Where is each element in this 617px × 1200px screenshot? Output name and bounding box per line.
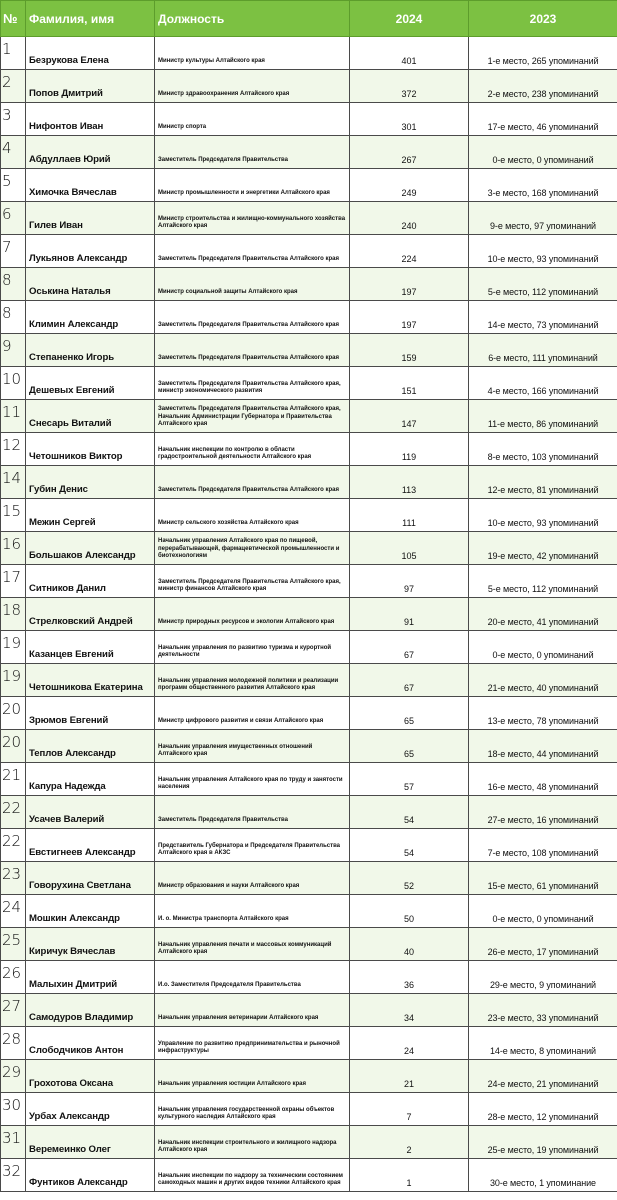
row-position: Начальник управления молодежной политики и реализации программ общественного развития Алтайского края	[155, 664, 350, 697]
row-rank-2023: 13-е место, 78 упоминаний	[469, 697, 617, 730]
row-number: 31	[1, 1126, 26, 1159]
row-mentions-2024: 24	[350, 1027, 469, 1060]
row-rank-2023: 23-е место, 33 упоминаний	[469, 994, 617, 1027]
table-row	[1, 37, 617, 70]
row-mentions-2024: 67	[350, 631, 469, 664]
row-rank-2023: 18-е место, 44 упоминаний	[469, 730, 617, 763]
row-mentions-2024: 1	[350, 1159, 469, 1192]
row-mentions-2024: 54	[350, 796, 469, 829]
row-number: 30	[1, 1093, 26, 1126]
table-row	[1, 499, 617, 532]
row-mentions-2024: 21	[350, 1060, 469, 1093]
row-rank-2023: 0-е место, 0 упоминаний	[469, 631, 617, 664]
table-row	[1, 1126, 617, 1159]
row-rank-2023: 29-е место, 9 упоминаний	[469, 961, 617, 994]
row-number: 22	[1, 829, 26, 862]
row-number: 18	[1, 598, 26, 631]
row-position: Заместитель Председателя Правительства Алтайского края	[155, 301, 350, 334]
table-row	[1, 763, 617, 796]
row-position: Управление по развитию предпринимательства и рыночной инфраструктуры	[155, 1027, 350, 1060]
header-2024: 2024	[350, 1, 469, 37]
row-mentions-2024: 372	[350, 70, 469, 103]
row-rank-2023: 14-е место, 73 упоминаний	[469, 301, 617, 334]
table-row	[1, 796, 617, 829]
row-rank-2023: 17-е место, 46 упоминаний	[469, 103, 617, 136]
header-name: Фамилия, имя	[26, 1, 155, 37]
table-row	[1, 136, 617, 169]
row-number: 28	[1, 1027, 26, 1060]
row-position: Представитель Губернатора и Председателя Правительства Алтайского края в АКЗС	[155, 829, 350, 862]
row-mentions-2024: 91	[350, 598, 469, 631]
row-number: 27	[1, 994, 26, 1027]
row-mentions-2024: 67	[350, 664, 469, 697]
row-number: 16	[1, 532, 26, 565]
row-rank-2023: 4-е место, 166 упоминаний	[469, 367, 617, 400]
row-number: 7	[1, 235, 26, 268]
row-person-name: Киричук Вячеслав	[26, 928, 155, 961]
row-position: Начальник управления Алтайского края по пищевой, перерабатывающей, фармацевтической промышленности и биотехнологиям	[155, 532, 350, 565]
row-person-name: Гилев Иван	[26, 202, 155, 235]
row-number: 20	[1, 697, 26, 730]
row-person-name: Ситников Данил	[26, 565, 155, 598]
row-person-name: Фунтиков Александр	[26, 1159, 155, 1192]
row-person-name: Грохотова Оксана	[26, 1060, 155, 1093]
row-rank-2023: 30-е место, 1 упоминание	[469, 1159, 617, 1192]
row-person-name: Говорухина Светлана	[26, 862, 155, 895]
row-person-name: Попов Дмитрий	[26, 70, 155, 103]
row-mentions-2024: 301	[350, 103, 469, 136]
row-person-name: Стрелковский Андрей	[26, 598, 155, 631]
row-mentions-2024: 224	[350, 235, 469, 268]
row-number: 23	[1, 862, 26, 895]
row-person-name: Капура Надежда	[26, 763, 155, 796]
row-mentions-2024: 159	[350, 334, 469, 367]
row-rank-2023: 24-е место, 21 упоминаний	[469, 1060, 617, 1093]
row-position: Министр строительства и жилищно-коммунального хозяйства Алтайского края	[155, 202, 350, 235]
row-position: И. о. Министра транспорта Алтайского края	[155, 895, 350, 928]
table-row	[1, 103, 617, 136]
row-rank-2023: 7-е место, 108 упоминаний	[469, 829, 617, 862]
row-rank-2023: 8-е место, 103 упоминаний	[469, 433, 617, 466]
table-row	[1, 1027, 617, 1060]
row-person-name: Веремеинко Олег	[26, 1126, 155, 1159]
table-header-row	[1, 1, 617, 37]
row-position: Министр культуры Алтайского края	[155, 37, 350, 70]
row-number: 21	[1, 763, 26, 796]
row-person-name: Безрукова Елена	[26, 37, 155, 70]
table-row	[1, 631, 617, 664]
row-number: 26	[1, 961, 26, 994]
row-position: Министр спорта	[155, 103, 350, 136]
row-position: Министр природных ресурсов и экологии Алтайского края	[155, 598, 350, 631]
row-rank-2023: 11-е место, 86 упоминаний	[469, 400, 617, 433]
row-number: 19	[1, 631, 26, 664]
table-row	[1, 301, 617, 334]
row-number: 9	[1, 334, 26, 367]
table-row	[1, 565, 617, 598]
row-rank-2023: 2-е место, 238 упоминаний	[469, 70, 617, 103]
row-rank-2023: 16-е место, 48 упоминаний	[469, 763, 617, 796]
row-mentions-2024: 54	[350, 829, 469, 862]
row-mentions-2024: 119	[350, 433, 469, 466]
row-rank-2023: 3-е место, 168 упоминаний	[469, 169, 617, 202]
table-row	[1, 829, 617, 862]
row-person-name: Теплов Александр	[26, 730, 155, 763]
row-person-name: Слободчиков Антон	[26, 1027, 155, 1060]
table-row	[1, 367, 617, 400]
row-rank-2023: 0-е место, 0 упоминаний	[469, 136, 617, 169]
row-mentions-2024: 65	[350, 730, 469, 763]
row-person-name: Мошкин Александр	[26, 895, 155, 928]
table-row	[1, 466, 617, 499]
table-row	[1, 928, 617, 961]
row-position: Заместитель Председателя Правительства	[155, 796, 350, 829]
table-row	[1, 532, 617, 565]
row-person-name: Самодуров Владимир	[26, 994, 155, 1027]
row-person-name: Большаков Александр	[26, 532, 155, 565]
row-mentions-2024: 97	[350, 565, 469, 598]
table-row	[1, 433, 617, 466]
row-number: 15	[1, 499, 26, 532]
row-person-name: Урбах Александр	[26, 1093, 155, 1126]
row-number: 22	[1, 796, 26, 829]
row-position: Министр промышленности и энергетики Алтайского края	[155, 169, 350, 202]
table-row	[1, 730, 617, 763]
table-body	[1, 37, 617, 1192]
row-number: 8	[1, 301, 26, 334]
row-rank-2023: 1-е место, 265 упоминаний	[469, 37, 617, 70]
table-row	[1, 664, 617, 697]
row-number: 2	[1, 70, 26, 103]
row-person-name: Казанцев Евгений	[26, 631, 155, 664]
row-mentions-2024: 40	[350, 928, 469, 961]
row-number: 24	[1, 895, 26, 928]
row-mentions-2024: 34	[350, 994, 469, 1027]
row-rank-2023: 25-е место, 19 упоминаний	[469, 1126, 617, 1159]
table-row	[1, 862, 617, 895]
row-position: Начальник управления имущественных отношений Алтайского края	[155, 730, 350, 763]
row-position: Начальник управления печати и массовых коммуникаций Алтайского края	[155, 928, 350, 961]
row-rank-2023: 0-е место, 0 упоминаний	[469, 895, 617, 928]
row-mentions-2024: 197	[350, 268, 469, 301]
table-row	[1, 895, 617, 928]
table-row	[1, 598, 617, 631]
row-mentions-2024: 240	[350, 202, 469, 235]
row-number: 32	[1, 1159, 26, 1192]
row-rank-2023: 10-е место, 93 упоминаний	[469, 235, 617, 268]
row-person-name: Снесарь Виталий	[26, 400, 155, 433]
row-number: 10	[1, 367, 26, 400]
table-row	[1, 334, 617, 367]
row-position: Заместитель Председателя Правительства Алтайского края	[155, 466, 350, 499]
row-rank-2023: 28-е место, 12 упоминаний	[469, 1093, 617, 1126]
row-person-name: Межин Сергей	[26, 499, 155, 532]
row-mentions-2024: 2	[350, 1126, 469, 1159]
row-rank-2023: 5-е место, 112 упоминаний	[469, 565, 617, 598]
row-mentions-2024: 267	[350, 136, 469, 169]
row-position: Начальник инспекции по надзору за техническим состоянием самоходных машин и других видов техники Алтайского края	[155, 1159, 350, 1192]
row-person-name: Абдуллаев Юрий	[26, 136, 155, 169]
row-position: Заместитель Председателя Правительства Алтайского края, Начальник Администрации Губернатора и Правительства Алтайского края	[155, 400, 350, 433]
row-mentions-2024: 249	[350, 169, 469, 202]
row-mentions-2024: 65	[350, 697, 469, 730]
row-rank-2023: 6-е место, 111 упоминаний	[469, 334, 617, 367]
row-position: Начальник инспекции строительного и жилищного надзора Алтайского края	[155, 1126, 350, 1159]
row-rank-2023: 14-е место, 8 упоминаний	[469, 1027, 617, 1060]
row-person-name: Малыхин Дмитрий	[26, 961, 155, 994]
row-number: 11	[1, 400, 26, 433]
row-position: Начальник инспекции по контролю в области градостроительной деятельности Алтайского края	[155, 433, 350, 466]
row-mentions-2024: 151	[350, 367, 469, 400]
row-mentions-2024: 36	[350, 961, 469, 994]
row-position: Заместитель Председателя Правительства Алтайского края	[155, 235, 350, 268]
table-row	[1, 1159, 617, 1192]
table-row	[1, 994, 617, 1027]
row-rank-2023: 12-е место, 81 упоминаний	[469, 466, 617, 499]
row-person-name: Степаненко Игорь	[26, 334, 155, 367]
row-mentions-2024: 401	[350, 37, 469, 70]
row-mentions-2024: 147	[350, 400, 469, 433]
row-number: 3	[1, 103, 26, 136]
row-position: Начальник управления Алтайского края по труду и занятости населения	[155, 763, 350, 796]
row-mentions-2024: 57	[350, 763, 469, 796]
row-person-name: Нифонтов Иван	[26, 103, 155, 136]
row-rank-2023: 27-е место, 16 упоминаний	[469, 796, 617, 829]
row-position: Министр образования и науки Алтайского края	[155, 862, 350, 895]
header-2023: 2023	[469, 1, 617, 37]
row-person-name: Усачев Валерий	[26, 796, 155, 829]
row-mentions-2024: 197	[350, 301, 469, 334]
row-position: Начальник управления ветеринарии Алтайского края	[155, 994, 350, 1027]
row-person-name: Четошников Виктор	[26, 433, 155, 466]
row-person-name: Лукьянов Александр	[26, 235, 155, 268]
row-position: Заместитель Председателя Правительства	[155, 136, 350, 169]
row-position: Министр цифрового развития и связи Алтайского края	[155, 697, 350, 730]
row-person-name: Зрюмов Евгений	[26, 697, 155, 730]
row-position: Начальник управления по развитию туризма и курортной деятельности	[155, 631, 350, 664]
row-position: Начальник управления юстиции Алтайского края	[155, 1060, 350, 1093]
row-rank-2023: 5-е место, 112 упоминаний	[469, 268, 617, 301]
row-rank-2023: 21-е место, 40 упоминаний	[469, 664, 617, 697]
row-position: Заместитель Председателя Правительства Алтайского края, министр экономического развития	[155, 367, 350, 400]
row-rank-2023: 9-е место, 97 упоминаний	[469, 202, 617, 235]
row-number: 1	[1, 37, 26, 70]
row-rank-2023: 26-е место, 17 упоминаний	[469, 928, 617, 961]
row-position: И.о. Заместителя Председателя Правительства	[155, 961, 350, 994]
row-person-name: Климин Александр	[26, 301, 155, 334]
row-number: 5	[1, 169, 26, 202]
row-position: Начальник управления государственной охраны объектов культурного наследия Алтайского края	[155, 1093, 350, 1126]
row-rank-2023: 15-е место, 61 упоминаний	[469, 862, 617, 895]
row-rank-2023: 10-е место, 93 упоминаний	[469, 499, 617, 532]
row-number: 29	[1, 1060, 26, 1093]
row-person-name: Губин Денис	[26, 466, 155, 499]
row-mentions-2024: 113	[350, 466, 469, 499]
row-position: Министр сельского хозяйства Алтайского края	[155, 499, 350, 532]
row-rank-2023: 20-е место, 41 упоминаний	[469, 598, 617, 631]
row-number: 20	[1, 730, 26, 763]
row-number: 25	[1, 928, 26, 961]
row-number: 4	[1, 136, 26, 169]
table-row	[1, 1093, 617, 1126]
row-number: 14	[1, 466, 26, 499]
table-row	[1, 70, 617, 103]
table-row	[1, 697, 617, 730]
row-number: 8	[1, 268, 26, 301]
row-number: 6	[1, 202, 26, 235]
row-number: 17	[1, 565, 26, 598]
header-num: №	[1, 1, 26, 37]
row-position: Министр социальной защиты Алтайского края	[155, 268, 350, 301]
row-number: 19	[1, 664, 26, 697]
row-person-name: Евстигнеев Александр	[26, 829, 155, 862]
row-person-name: Четошникова Екатерина	[26, 664, 155, 697]
table-row	[1, 169, 617, 202]
row-position: Заместитель Председателя Правительства Алтайского края	[155, 334, 350, 367]
table-row	[1, 400, 617, 433]
row-position: Заместитель Председателя Правительства Алтайского края, министр финансов Алтайского края	[155, 565, 350, 598]
row-person-name: Дешевых Евгений	[26, 367, 155, 400]
table-row	[1, 268, 617, 301]
header-position: Должность	[155, 1, 350, 37]
row-mentions-2024: 52	[350, 862, 469, 895]
table-row	[1, 235, 617, 268]
row-mentions-2024: 105	[350, 532, 469, 565]
row-mentions-2024: 111	[350, 499, 469, 532]
table-row	[1, 1060, 617, 1093]
row-person-name: Химочка Вячеслав	[26, 169, 155, 202]
row-mentions-2024: 50	[350, 895, 469, 928]
row-rank-2023: 19-е место, 42 упоминаний	[469, 532, 617, 565]
row-number: 12	[1, 433, 26, 466]
row-person-name: Оськина Наталья	[26, 268, 155, 301]
row-position: Министр здравоохранения Алтайского края	[155, 70, 350, 103]
table-row	[1, 961, 617, 994]
table-row	[1, 202, 617, 235]
row-mentions-2024: 7	[350, 1093, 469, 1126]
